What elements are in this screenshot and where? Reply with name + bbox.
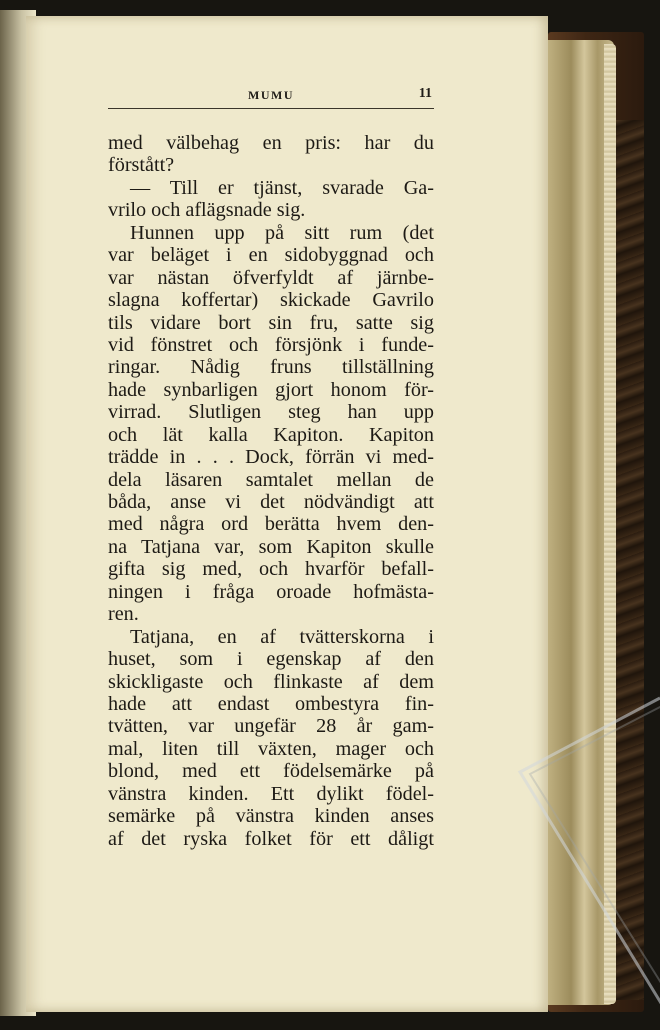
page-edges: [604, 44, 616, 1004]
text-line: förstått?: [108, 154, 175, 177]
text-line: af det ryska folket för ett dåligt: [108, 827, 434, 850]
text-line: mal, liten till växten, mager och: [108, 737, 434, 760]
text-line: ningen i fråga oroade hofmästa-: [108, 580, 434, 603]
text-line: var beläget i en sidobyggnad och: [108, 244, 434, 267]
running-header: [108, 86, 434, 109]
text-line: huset, som i egenskap af den: [108, 648, 434, 671]
text-line: ringar. Nådig fruns tillställning: [108, 356, 434, 379]
text-line: dela läsaren samtalet mellan de: [108, 468, 434, 491]
text-line: — Till er tjänst, svarade Ga-: [130, 176, 434, 199]
text-line: na Tatjana var, som Kapiton skulle: [108, 535, 434, 558]
text-line: var nästan öfverfyldt af järnbe-: [108, 266, 434, 289]
text-line: vrilo och aflägsnade sig.: [108, 199, 306, 222]
running-title: MUMU: [248, 88, 294, 102]
text-line: vid fönstret och försjönk i funde-: [108, 333, 434, 356]
text-line: virrad. Slutligen steg han upp: [108, 401, 434, 424]
text-line: vänstra kinden. Ett dylikt födel-: [108, 782, 434, 805]
body-text: [108, 132, 434, 850]
text-line: och lät kalla Kapiton. Kapiton: [108, 423, 434, 446]
text-line: med några ord berätta hvem den-: [108, 513, 434, 536]
text-line: båda, anse vi det nödvändigt att: [108, 491, 434, 513]
text-line: hade att endast ombestyra fin-: [108, 692, 434, 715]
text-line: Hunnen upp på sitt rum (det: [130, 221, 434, 244]
text-line: Tatjana, en af tvätterskorna i: [130, 625, 434, 648]
text-line: med välbehag en pris: har du: [108, 132, 434, 154]
text-line: semärke på vänstra kinden anses: [108, 805, 434, 828]
text-line: tils vidare bort sin fru, satte sig: [108, 311, 434, 334]
text-line: slagna koffertar) skickade Gavrilo: [108, 289, 434, 312]
text-line: skickligaste och flinkaste af dem: [108, 670, 434, 693]
text-line: blond, med ett födelsemärke på: [108, 760, 434, 783]
page-number: 11: [418, 86, 432, 101]
text-line: trädde in . . . Dock, förrän vi med-: [108, 446, 434, 469]
text-line: tvätten, var ungefär 28 år gam-: [108, 715, 434, 738]
text-line: ren.: [108, 603, 139, 626]
text-line: gifta sig med, och hvarför befall-: [108, 558, 434, 581]
text-line: hade synbarligen gjort honom för-: [108, 378, 434, 401]
